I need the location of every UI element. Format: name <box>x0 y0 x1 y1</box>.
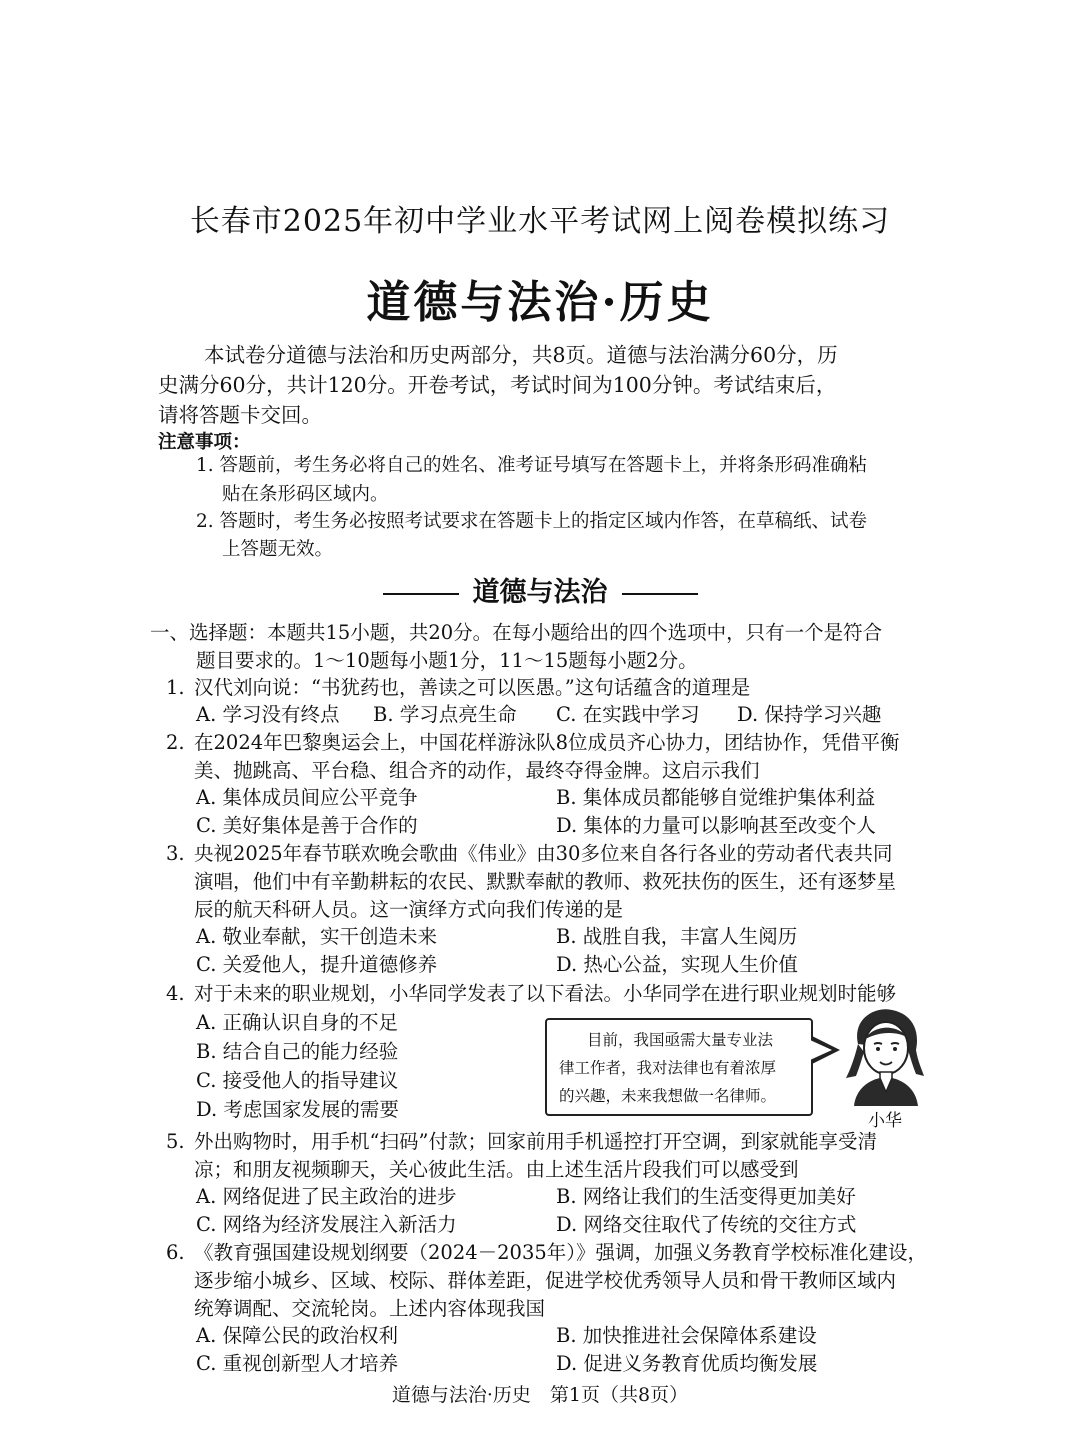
question-stem-cont: 美、抛跳高、平台稳、组合齐的动作，最终夺得金牌。这启示我们 <box>194 759 760 782</box>
question-stem: 汉代刘向说：“书犹药也，善读之可以医愚。”这句话蕴含的道理是 <box>194 676 751 699</box>
page-footer: 道德与法治·历史 第1页（共8页） <box>391 1384 689 1406</box>
question-2 <box>166 729 900 757</box>
speech-line-1: 目前，我国亟需大量专业法 <box>587 1031 774 1049</box>
option-b: B. 集体成员都能够自觉维护集体利益 <box>556 786 876 809</box>
option-d: D. 网络交往取代了传统的交往方式 <box>556 1213 857 1236</box>
question-stem-cont: 逐步缩小城乡、区域、校际、群体差距，促进学校优秀领导人员和骨干教师区域内 <box>194 1269 897 1292</box>
option-a: A. 学习没有终点 <box>196 703 340 726</box>
option-b: B. 网络让我们的生活变得更加美好 <box>556 1185 856 1208</box>
section-heading-text: 道德与法治 <box>472 577 608 608</box>
option-d: D. 热心公益，实现人生价值 <box>556 953 798 976</box>
person-name: 小华 <box>868 1111 902 1131</box>
option-c: C. 美好集体是善于合作的 <box>196 814 418 837</box>
question-stem-cont: 辰的航天科研人员。这一演绎方式向我们传递的是 <box>194 898 624 921</box>
student-illustration-icon <box>836 1004 932 1106</box>
subject-title: 道德与法治·历史 <box>366 277 714 328</box>
speech-line-3: 的兴趣，未来我想做一名律师。 <box>559 1087 777 1105</box>
notice-item-1: 1. 答题前，考生务必将自己的姓名、准考证号填写在答题卡上，并将条形码准确粘 <box>196 455 868 476</box>
question-3 <box>166 840 892 868</box>
heading-rule-right <box>622 593 698 595</box>
question-stem: 《教育强国建设规划纲要（2024－2035年）》强调，加强义务教育学校标准化建设， <box>194 1241 928 1264</box>
speech-bubble-tail-fill <box>810 1040 832 1060</box>
question-stem: 在2024年巴黎奥运会上，中国花样游泳队8位成员齐心协力，团结协作，凭借平衡 <box>194 731 900 754</box>
option-a: A. 集体成员间应公平竞争 <box>196 786 418 809</box>
intro-line-1: 本试卷分道德与法治和历史两部分，共8页。道德与法治满分60分，历 <box>204 343 838 367</box>
question-number: 5. <box>166 1130 185 1153</box>
question-stem-cont: 统筹调配、交流轮岗。上述内容体现我国 <box>194 1297 546 1320</box>
question-stem-cont: 演唱，他们中有辛勤耕耘的农民、默默奉献的教师、救死扶伤的医生，还有逐梦星 <box>194 870 897 893</box>
question-number: 4. <box>166 982 185 1005</box>
option-b: B. 加快推进社会保障体系建设 <box>556 1324 817 1347</box>
intro-line-3: 请将答题卡交回。 <box>158 403 322 427</box>
speech-bubble <box>545 1018 813 1116</box>
option-a: A. 保障公民的政治权利 <box>196 1324 398 1347</box>
speech-line-2: 律工作者，我对法律也有着浓厚 <box>559 1059 777 1077</box>
question-1 <box>166 674 750 702</box>
option-b: B. 学习点亮生命 <box>373 703 517 726</box>
option-c: C. 关爱他人，提升道德修养 <box>196 953 438 976</box>
question-stem: 央视2025年春节联欢晚会歌曲《伟业》由30多位来自各行各业的劳动者代表共同 <box>194 842 893 865</box>
question-number: 2. <box>166 731 185 754</box>
question-6 <box>166 1239 927 1267</box>
option-d: D. 促进义务教育优质均衡发展 <box>556 1352 818 1375</box>
question-5 <box>166 1128 877 1156</box>
option-a: A. 网络促进了民主政治的进步 <box>196 1185 457 1208</box>
option-c: C. 在实践中学习 <box>556 703 700 726</box>
notice-item-2: 2. 答题时，考生务必按照考试要求在答题卡上的指定区域内作答，在草稿纸、试卷 <box>196 511 868 532</box>
option-c: C. 重视创新型人才培养 <box>196 1352 399 1375</box>
option-b: B. 结合自己的能力经验 <box>196 1040 399 1063</box>
option-d: D. 保持学习兴趣 <box>737 703 882 726</box>
question-stem: 对于未来的职业规划，小华同学发表了以下看法。小华同学在进行职业规划时能够 <box>194 982 897 1005</box>
notice-title: 注意事项： <box>158 432 251 453</box>
notice-item-1-cont: 贴在条形码区域内。 <box>222 484 389 505</box>
notice-item-2-cont: 上答题无效。 <box>222 539 334 560</box>
question-stem-cont: 凉；和朋友视频聊天，关心彼此生活。由上述生活片段我们可以感受到 <box>194 1158 799 1181</box>
option-b: B. 战胜自我，丰富人生阅历 <box>556 925 798 948</box>
option-c: C. 接受他人的指导建议 <box>196 1069 399 1092</box>
option-d: D. 考虑国家发展的需要 <box>196 1098 399 1121</box>
question-number: 6. <box>166 1241 185 1264</box>
part-instructions: 一、选择题：本题共15小题，共20分。在每小题给出的四个选项中，只有一个是符合 <box>150 621 883 644</box>
intro-line-2: 史满分60分，共计120分。开卷考试，考试时间为100分钟。考试结束后， <box>158 373 837 397</box>
question-number: 3. <box>166 842 185 865</box>
question-stem: 外出购物时，用手机“扫码”付款；回家前用手机遥控打开空调，到家就能享受清 <box>194 1130 877 1153</box>
option-c: C. 网络为经济发展注入新活力 <box>196 1213 457 1236</box>
option-d: D. 集体的力量可以影响甚至改变个人 <box>556 814 876 837</box>
question-4 <box>166 980 896 1008</box>
section-heading <box>0 570 1080 609</box>
option-a: A. 正确认识自身的不足 <box>196 1011 398 1034</box>
question-number: 1. <box>166 676 185 699</box>
option-a: A. 敬业奉献，实干创造未来 <box>196 925 437 948</box>
part-instructions-cont: 题目要求的。1～10题每小题1分，11～15题每小题2分。 <box>196 649 698 672</box>
heading-rule-left <box>383 593 459 595</box>
exam-title: 长春市2025年初中学业水平考试网上阅卷模拟练习 <box>189 204 891 239</box>
